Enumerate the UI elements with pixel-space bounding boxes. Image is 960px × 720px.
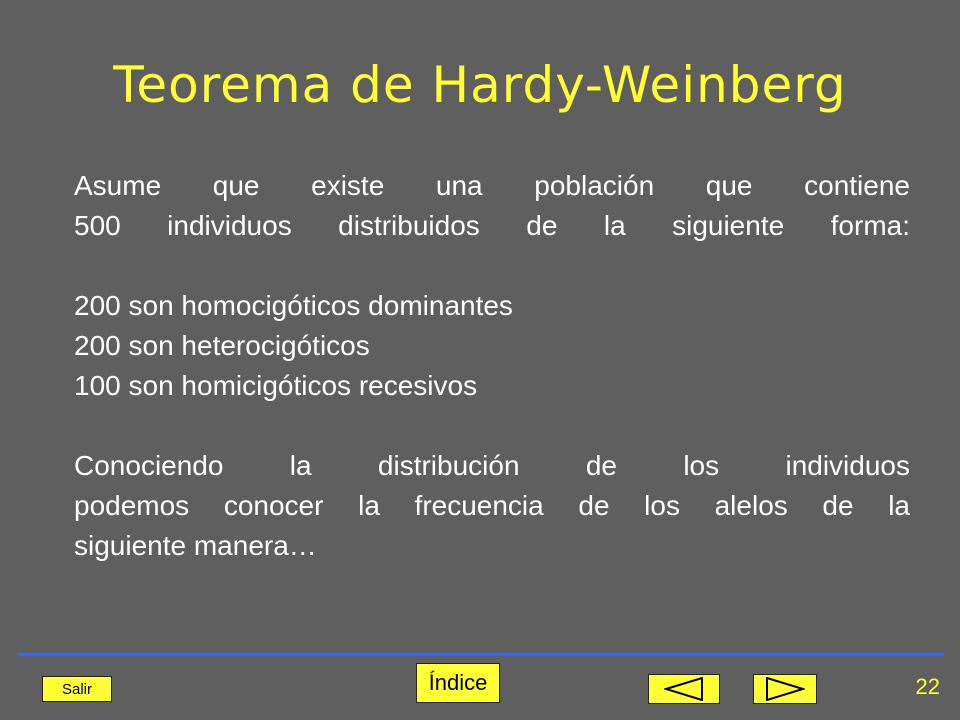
distribution-item-dominant: 200 son homocigóticos dominantes xyxy=(74,290,513,321)
index-button-label: Índice xyxy=(428,670,488,695)
spacer xyxy=(74,246,910,286)
exit-button-label: Salir xyxy=(61,680,92,698)
exit-button[interactable] xyxy=(42,676,112,702)
triangle-right-icon xyxy=(765,677,805,701)
conclusion-line-1: Conociendo la distribución de los individuos xyxy=(74,450,910,481)
index-button[interactable] xyxy=(416,663,500,703)
distribution-list xyxy=(74,286,910,406)
distribution-item-heterozygous: 200 son heterocigóticos xyxy=(74,330,370,361)
slide-title: Teorema de Hardy-Weinberg xyxy=(113,56,847,114)
next-slide-button[interactable] xyxy=(753,674,817,704)
footer-divider xyxy=(18,653,944,656)
conclusion-line-2: podemos conocer la frecuencia de los alelos de la xyxy=(74,490,910,521)
previous-slide-button[interactable] xyxy=(648,674,720,704)
triangle-left-icon xyxy=(664,677,704,701)
intro-line-1: Asume que existe una población que contiene xyxy=(74,170,910,201)
intro-paragraph xyxy=(74,166,910,246)
conclusion-paragraph xyxy=(74,446,910,566)
conclusion-line-3: siguiente manera… xyxy=(74,530,317,561)
spacer xyxy=(74,406,910,446)
distribution-item-recessive: 100 son homicigóticos recesivos xyxy=(74,370,478,401)
intro-line-2: 500 individuos distribuidos de la siguiente forma: xyxy=(74,210,910,241)
slide-body xyxy=(74,166,910,566)
page-number: 22 xyxy=(915,674,940,699)
